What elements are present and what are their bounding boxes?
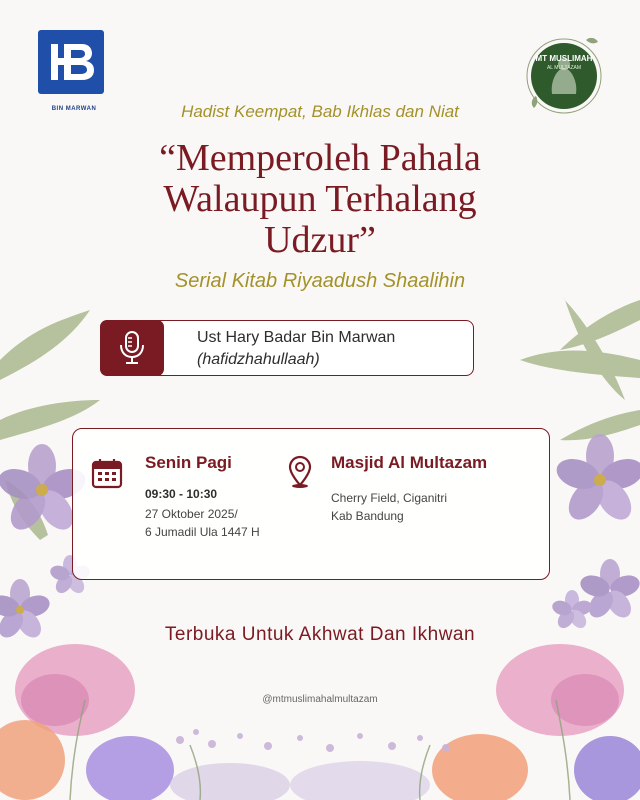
venue-address-line-1: Cherry Field, Ciganitri bbox=[331, 491, 448, 505]
title-line-3: Udzur” bbox=[264, 219, 376, 261]
speaker-box bbox=[100, 320, 474, 376]
audience-note: Terbuka Untuk Akhwat Dan Ikhwan bbox=[164, 624, 476, 645]
hb-logo bbox=[38, 30, 104, 94]
speaker-name: Ust Hary Badar Bin Marwan bbox=[197, 329, 396, 346]
microphone-icon bbox=[118, 331, 146, 365]
title-line-2: Walaupun Terhalang bbox=[163, 178, 477, 220]
location-pin-icon bbox=[287, 455, 313, 489]
venue-address-line-2: Kab Bandung bbox=[331, 509, 404, 523]
event-title bbox=[100, 138, 540, 261]
mic-badge bbox=[100, 320, 164, 376]
event-day: Senin Pagi bbox=[145, 453, 232, 472]
calendar-icon bbox=[91, 457, 123, 489]
venue-name: Masjid Al Multazam bbox=[331, 453, 488, 472]
mt-logo-sub: AL MULTAZAM bbox=[546, 65, 582, 71]
event-info-box bbox=[72, 428, 550, 580]
hadith-subtitle: Hadist Keempat, Bab Ikhlas dan Niat bbox=[181, 102, 459, 121]
event-time: 09:30 - 10:30 bbox=[145, 487, 218, 501]
hb-logo-caption: BIN MARWAN bbox=[51, 106, 97, 112]
event-date: 27 Oktober 2025/ bbox=[145, 507, 238, 521]
series-title: Serial Kitab Riyaadush Shaalihin bbox=[174, 270, 466, 292]
speaker-honorific: (hafidzhahullaah) bbox=[197, 351, 320, 368]
title-line-1: “Memperoleh Pahala bbox=[159, 137, 481, 179]
social-handle: @mtmuslimahalmultazam bbox=[262, 694, 378, 705]
event-hijri-date: 6 Jumadil Ula 1447 H bbox=[145, 525, 260, 539]
mt-logo-name: MT MUSLIMAH bbox=[535, 54, 593, 63]
